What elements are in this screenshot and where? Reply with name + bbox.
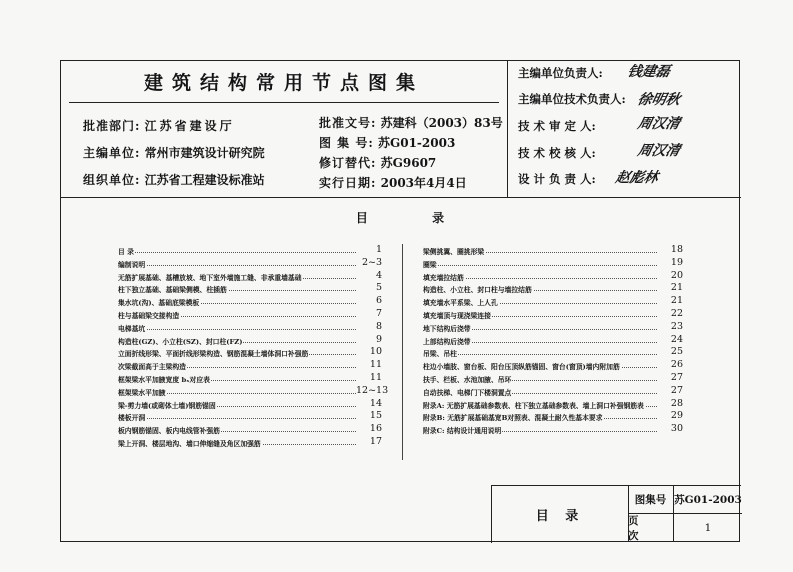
toc-item-title: 吊梁、吊柱	[423, 350, 457, 359]
signature: 赵彪林	[614, 170, 660, 186]
responsible-role: 设 计 负 责 人:	[518, 172, 596, 186]
approval-doc-value: 苏建科（2003）83号	[380, 116, 503, 130]
toc-item-title: 附录C: 结构设计通用说明	[423, 427, 502, 436]
toc-item-page: 26	[670, 359, 683, 371]
toc-item-title: 柱下独立基础、基础梁侧模、柱插筋	[118, 286, 227, 295]
toc-item-page: 27	[670, 371, 683, 383]
atlas-no-value: 苏G01-2003	[377, 136, 456, 150]
toc-item-title: 目 录	[118, 248, 134, 256]
revised-value: 苏G9607	[380, 156, 437, 170]
atlas-no-label: 图 集 号:	[319, 136, 374, 150]
toc-item-page: 18	[670, 244, 683, 255]
toc-item-title: 构造柱、小立柱、封口柱与墙拉结筋	[423, 286, 532, 295]
toc-item-title: 框架梁水平加腋	[118, 388, 166, 397]
toc-item-title: 附录B: 无筋扩展基础基宽B对照表、混凝土耐久性基本要求	[423, 414, 603, 423]
title-block-name: 目 录	[492, 486, 629, 542]
toc-item[interactable]	[118, 308, 382, 321]
chief-unit	[83, 144, 265, 161]
toc-item-title: 编制说明	[118, 260, 146, 269]
toc-item-title: 次梁截面高于主梁构造	[118, 363, 186, 372]
toc-item-title: 填充墙顶与现浇梁连接	[423, 311, 491, 320]
toc-item[interactable]	[118, 270, 382, 283]
toc-item-title: 楼板开洞	[118, 414, 146, 423]
toc-item-title: 附录A: 无筋扩展基础参数表、柱下独立基础参数表、墙上洞口补强钢筋表	[423, 401, 644, 410]
toc-item[interactable]	[423, 372, 683, 385]
toc-item[interactable]	[118, 295, 382, 308]
toc-item-page: 4	[375, 269, 382, 281]
toc-item-page: 11	[369, 371, 382, 383]
toc-item[interactable]	[118, 384, 389, 398]
responsible-panel	[508, 61, 741, 198]
toc-item-title: 板内钢筋锚固、板内电线管补强筋	[118, 427, 220, 436]
responsible-role: 主编单位技术负责人:	[518, 92, 626, 106]
toc-item-page: 29	[670, 410, 683, 422]
leader-dots	[118, 329, 356, 330]
toc-item[interactable]	[423, 295, 683, 308]
toc-item-title: 自动扶梯、电梯门下楼洞置点	[423, 388, 512, 397]
toc-item-title: 集水坑(沟)、基础底梁模板	[118, 299, 200, 308]
org-unit-value: 江苏省工程建设标准站	[144, 173, 265, 187]
chief-unit-value: 常州市建筑设计研究院	[144, 146, 265, 160]
responsible-role: 技 术 校 核 人:	[518, 146, 596, 160]
toc-item-page: 21	[670, 282, 683, 294]
toc-item-page: 20	[670, 269, 683, 281]
toc-item[interactable]	[118, 346, 382, 359]
approval-doc-label: 批准文号:	[319, 116, 377, 130]
toc-item-page: 7	[375, 307, 382, 319]
toc-item[interactable]	[423, 334, 683, 347]
toc-item[interactable]	[423, 308, 683, 321]
toc-left-column	[118, 244, 389, 449]
toc-item[interactable]	[118, 398, 382, 411]
page-number: 1	[704, 522, 712, 534]
toc-item-page: 6	[375, 295, 382, 307]
drawing-frame	[60, 60, 740, 542]
leader-dots	[423, 354, 657, 355]
toc-item-title: 柱边小墙肢、窗台板、阳台压顶纵筋锚固、窗台(窗顶)墙内附加筋	[423, 363, 620, 372]
toc-item-title: 填充墙水平系梁、上人孔	[423, 299, 498, 308]
atlas-number: 苏G01-2003	[674, 486, 742, 514]
toc-item-title: 无筋扩展基础、基槽放坡、地下室外墙施工缝、非承重墙基础	[118, 273, 302, 282]
org-unit	[83, 171, 265, 188]
responsible-role: 主编单位负责人:	[518, 66, 603, 80]
toc-item-page: 25	[670, 346, 683, 358]
toc-item-title: 构造柱(GZ)、小立柱(SZ)、封口柱(FZ)	[118, 337, 243, 346]
toc-item-title: 框架梁水平加腋宽度 bₓ对应表	[118, 375, 210, 384]
toc-item-page: 27	[670, 384, 683, 396]
revised	[319, 154, 436, 171]
toc-item-title: 扶手、栏板、水池加腋、吊环	[423, 375, 512, 384]
approval-dept-label: 批准部门:	[83, 119, 141, 133]
toc-item-page: 24	[670, 333, 683, 345]
toc-item-title: 梁-剪力墙(或砌体土墙)钢筋锚固	[118, 401, 216, 410]
toc-item-page: 28	[670, 397, 683, 409]
title-underline	[69, 102, 499, 103]
toc-item[interactable]	[423, 423, 683, 436]
leader-dots	[118, 418, 356, 419]
toc-item[interactable]	[423, 282, 683, 295]
toc-item-title: 柱与基础梁交接构造	[118, 311, 180, 320]
toc-item-page: 16	[369, 423, 382, 435]
toc-item[interactable]	[118, 321, 382, 334]
toc-item-page: 23	[670, 320, 683, 332]
toc-item-page: 22	[670, 307, 683, 319]
toc-item[interactable]	[423, 410, 683, 423]
signature: 钱建磊	[626, 64, 672, 80]
toc-item[interactable]	[118, 334, 382, 347]
toc-item-page: 10	[369, 346, 382, 358]
toc-item[interactable]	[118, 244, 382, 257]
toc-right-column	[423, 244, 683, 436]
leader-dots	[118, 252, 356, 253]
toc-item[interactable]	[423, 359, 683, 372]
responsible-role: 技 术 审 定 人:	[518, 119, 596, 133]
toc-item-page: 1	[375, 244, 382, 255]
approval-doc	[319, 114, 503, 131]
toc-heading: 目 录	[355, 211, 475, 225]
toc-item-page: 12~13	[356, 384, 389, 396]
toc-item[interactable]	[423, 270, 683, 283]
toc-item-page: 30	[670, 423, 683, 435]
toc-item[interactable]	[423, 385, 683, 398]
signature: 周汉清	[636, 116, 682, 132]
title-block	[491, 485, 741, 543]
toc-item-page: 19	[670, 256, 683, 268]
toc-item[interactable]	[118, 372, 382, 385]
toc-item-page: 21	[670, 295, 683, 307]
toc-item-title: 立面折线形梁、平面折线形梁构造、钢筋混凝土墙体洞口补强筋	[118, 350, 309, 359]
revised-label: 修订替代:	[319, 156, 377, 170]
toc-item[interactable]	[118, 423, 382, 436]
effective-date	[319, 174, 467, 191]
effective-date-label: 实行日期:	[319, 176, 377, 190]
toc-item[interactable]	[423, 257, 683, 270]
toc-item[interactable]	[423, 244, 683, 257]
approval-dept	[83, 117, 235, 134]
toc-item[interactable]	[118, 282, 382, 295]
toc-item-page: 11	[369, 359, 382, 371]
atlas-label: 图集号	[628, 486, 674, 514]
toc-item-page: 8	[375, 320, 382, 332]
toc-item[interactable]	[118, 359, 382, 372]
toc-item-title: 梁侧挑翼、圈挑形梁	[423, 248, 485, 256]
toc-item-page: 9	[375, 333, 382, 345]
toc-item[interactable]	[423, 398, 683, 411]
page-label: 页 次	[628, 514, 674, 542]
toc-item-page: 5	[375, 282, 382, 294]
column-divider	[402, 244, 403, 460]
toc-item[interactable]	[423, 321, 683, 334]
toc-item-title: 圈梁	[423, 260, 437, 269]
toc-item-page: 15	[369, 410, 382, 422]
toc-item[interactable]	[423, 346, 683, 359]
leader-dots	[118, 265, 356, 266]
header-info-panel	[61, 61, 508, 198]
toc-item[interactable]	[118, 410, 382, 423]
toc-item-title: 梁上开洞、楼层地沟、墙口伸缩缝及角区加强筋	[118, 439, 261, 448]
toc-item-title: 电梯基坑	[118, 324, 146, 333]
toc-item-page: 2~3	[361, 256, 382, 268]
toc-item-title: 填充墙拉结筋	[423, 273, 464, 282]
chief-unit-label: 主编单位:	[83, 146, 141, 160]
toc-item[interactable]	[118, 436, 382, 449]
toc-item[interactable]	[118, 257, 382, 270]
toc-item-page: 17	[369, 435, 382, 447]
org-unit-label: 组织单位:	[83, 173, 141, 187]
toc-item-page: 14	[369, 397, 382, 409]
toc-item-title: 地下结构后浇带	[423, 324, 471, 333]
effective-date-value: 2003年4月4日	[380, 176, 467, 190]
toc-item-title: 上部结构后浇带	[423, 337, 471, 346]
leader-dots	[423, 265, 657, 266]
page-title: 建筑结构常用节点图集	[143, 72, 424, 94]
signature: 徐明秋	[636, 92, 682, 108]
signature: 周汉清	[636, 143, 682, 159]
approval-dept-value: 江苏省建设厅	[144, 119, 235, 133]
atlas-no	[319, 134, 455, 151]
